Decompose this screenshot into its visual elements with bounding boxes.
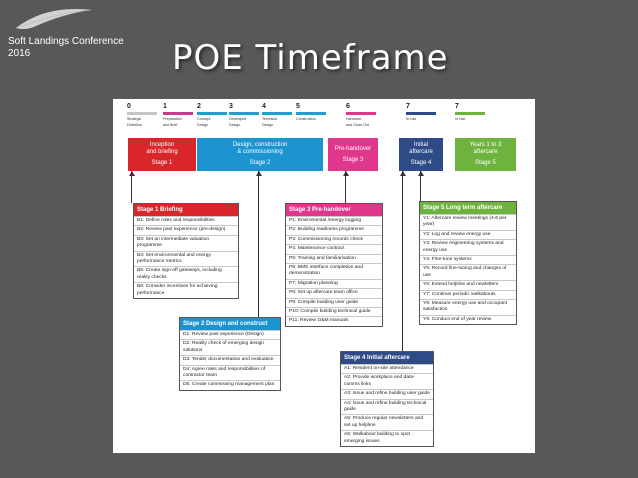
connector-arrow xyxy=(343,171,349,176)
panel-stage1 xyxy=(133,203,239,299)
panel-stage2 xyxy=(179,317,281,391)
panel-item: B4: Set environmental and energy performance metrics xyxy=(134,251,238,267)
panel-item: A3: Issue and refine building user guide xyxy=(341,389,433,398)
stage-box-title: Years 1 to 3 xyxy=(469,142,502,148)
stage-box-title: aftercare xyxy=(409,149,433,155)
work-stage-number: 6 xyxy=(346,103,350,110)
work-stage-bar xyxy=(262,112,292,115)
work-stage-label: Design xyxy=(229,123,241,127)
panel-item: D3: Tender documentation and evaluation xyxy=(180,355,280,364)
panel-item: Y6: Extend helpline and newletters xyxy=(420,280,516,289)
work-stage-bar xyxy=(406,112,436,115)
connector-arrow xyxy=(418,171,424,176)
work-stage-number: 5 xyxy=(296,103,300,110)
panel-item: B3: Set an intermediate valuation programme xyxy=(134,235,238,251)
work-stage-label: Definition xyxy=(127,123,142,127)
work-stage-label: Developed xyxy=(229,117,247,121)
work-stage-1 xyxy=(163,103,199,127)
stage-box-3 xyxy=(328,138,378,171)
panel-item: Y7: Continue periodic walkabouts xyxy=(420,290,516,299)
work-stage-label: Preparation xyxy=(163,117,182,121)
work-stage-number: 0 xyxy=(127,103,131,110)
panel-item: B1: Define roles and responsibilities xyxy=(134,216,238,225)
work-stage-number: 7 xyxy=(455,103,459,110)
stage-box-title: Initial xyxy=(413,142,428,148)
work-stage-label: Concept xyxy=(197,117,211,121)
connector-arrow xyxy=(400,171,406,176)
panel-item: Y8: Measure energy use and occupant satisfaction xyxy=(420,299,516,315)
work-stage-label: Technical xyxy=(262,117,277,121)
work-stage-7 xyxy=(455,103,491,123)
panel-stage3 xyxy=(285,203,383,327)
work-stage-bar xyxy=(455,112,485,115)
panel-stage4 xyxy=(340,351,434,447)
conference-label xyxy=(8,36,124,60)
panel-item: P5: Training and familiarisation xyxy=(286,254,382,263)
work-stage-bar xyxy=(127,112,157,115)
work-stage-number: 4 xyxy=(262,103,266,110)
stage-box-1 xyxy=(128,138,196,171)
panel-item: D2: Reality check of emerging design solutions xyxy=(180,339,280,355)
work-stage-bar xyxy=(229,112,259,115)
work-stage-number: 2 xyxy=(197,103,201,110)
stage-box-title: Design, construction xyxy=(232,142,288,148)
work-stage-bar xyxy=(296,112,326,115)
panel-heading: Stage 4 Initial aftercare xyxy=(341,352,433,364)
panel-item: A1: Resident on-site attendance xyxy=(341,364,433,373)
work-stage-label: In Use xyxy=(455,117,466,121)
panel-item: B6: Consider incentives for achieving performance xyxy=(134,282,238,298)
panel-item: P6: BMS interface completion and demonstration xyxy=(286,263,382,279)
work-stage-number: 3 xyxy=(229,103,233,110)
panel-item: P9: Compile building user guide xyxy=(286,298,382,307)
stage-box-title: Pre-handover xyxy=(334,145,372,152)
panel-item: B2: Review past experience (pre-design) xyxy=(134,225,238,234)
work-stage-7 xyxy=(406,103,442,123)
panel-item: P8: Set up aftercare team office xyxy=(286,288,382,297)
stage-box-subtitle: Stage 1 xyxy=(151,160,173,166)
panel-heading: Stage 1 Briefing xyxy=(134,204,238,216)
work-stage-number: 1 xyxy=(163,103,167,110)
panel-item: D5: Create commissing management plan xyxy=(180,380,280,389)
work-stage-label: Handover xyxy=(346,117,362,121)
panel-item: A6: Walkabout building to spot emerging issues xyxy=(341,430,433,446)
work-stage-5 xyxy=(296,103,332,123)
work-stage-0 xyxy=(127,103,163,127)
panel-item: P7: Migration planning xyxy=(286,279,382,288)
panel-item: Y4: Fine-tune systems xyxy=(420,255,516,264)
panel-item: B5: Create sign-off gateways, including reality checks xyxy=(134,266,238,282)
work-stage-bar xyxy=(197,112,227,115)
work-stage-label: Design xyxy=(197,123,209,127)
work-stage-label: and Brief xyxy=(163,123,178,127)
work-stage-bar xyxy=(163,112,193,115)
panel-item: P3: Commissioning records check xyxy=(286,235,382,244)
panel-item: Y5: Record fine-tuning and changes of use xyxy=(420,264,516,280)
panel-heading: Stage 5 Long term aftercare xyxy=(420,202,516,214)
connector-arrow xyxy=(256,171,262,176)
panel-item: P10: Compile building technical guide xyxy=(286,307,382,316)
conference-name: Soft Landings Conference xyxy=(8,36,124,47)
stage-box-subtitle: Stage 3 xyxy=(342,156,364,163)
panel-item: D4: Agree roles and responsibilities of contractor team xyxy=(180,365,280,381)
panel-item: Y9: Conduct end of year review xyxy=(420,315,516,324)
poe-timeframe-diagram xyxy=(113,99,535,453)
stage-box-title: & commissioning xyxy=(237,149,283,155)
work-stage-label: and Close Out xyxy=(346,123,369,127)
panel-heading: Stage 2 Design and construct xyxy=(180,318,280,330)
panel-item: P1: Enviromental /energy logging xyxy=(286,216,382,225)
panel-heading: Stage 3 Pre-handover xyxy=(286,204,382,216)
stage-box-2 xyxy=(197,138,323,171)
slide-title: POE Timeframe xyxy=(172,38,449,78)
panel-item: P2: Building readiness programme xyxy=(286,225,382,234)
panel-item: Y1: Aftercare review meetings (4-6 per year) xyxy=(420,214,516,230)
panel-item: A4: Issue and refine building technical guide xyxy=(341,399,433,415)
connector-line xyxy=(402,171,403,351)
work-stage-label: In Use xyxy=(406,117,417,121)
stage-box-4 xyxy=(399,138,443,171)
panel-item: A2: Provide workplace and data-comms links xyxy=(341,373,433,389)
stage-box-5 xyxy=(455,138,516,171)
panel-item: D1: Review past experience (Design) xyxy=(180,330,280,339)
panel-item: Y3: Review engineering systems and energy use xyxy=(420,239,516,255)
panel-item: Y2: Log and review energy use xyxy=(420,230,516,239)
feather-logo xyxy=(14,4,94,32)
work-stage-label: Construction xyxy=(296,117,317,121)
stage-box-subtitle: Stage 5 xyxy=(475,160,496,166)
work-stage-4 xyxy=(262,103,298,127)
stage-box-title: aftercare xyxy=(473,149,498,155)
panel-item: P11: Review O&M manuals xyxy=(286,316,382,325)
work-stage-number: 7 xyxy=(406,103,410,110)
stage-box-title: Inception xyxy=(149,142,175,148)
work-stage-label: Strategic xyxy=(127,117,142,121)
stage-box-subtitle: Stage 4 xyxy=(410,160,432,166)
panel-item: A5: Produce regular newsletters and set up helpline xyxy=(341,414,433,430)
work-stage-6 xyxy=(346,103,382,127)
work-stage-label: Design xyxy=(262,123,274,127)
stage-box-subtitle: Stage 2 xyxy=(249,160,271,166)
work-stage-bar xyxy=(346,112,376,115)
work-stage-2 xyxy=(197,103,233,127)
panel-item: P4: Maintenance contract xyxy=(286,244,382,253)
panel-stage5 xyxy=(419,201,517,325)
stage-box-title: and briefing xyxy=(146,149,178,155)
work-stage-3 xyxy=(229,103,265,127)
connector-line xyxy=(258,171,259,319)
connector-arrow xyxy=(129,171,135,176)
conference-year: 2016 xyxy=(8,48,31,59)
